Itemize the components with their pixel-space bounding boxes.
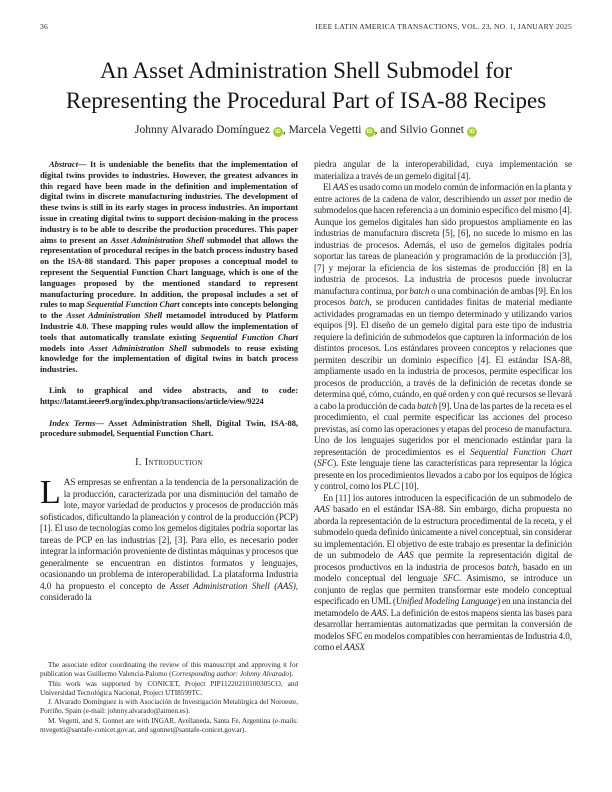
abstract-block <box>40 159 298 439</box>
index-terms-text: Asset Administration Shell, Digital Twin, ISA-88, procedure submodel, Sequential Function Chart. <box>40 417 298 439</box>
orcid-icon[interactable]: iD <box>365 127 375 137</box>
author-list <box>0 124 612 137</box>
footnote: M. Vegetti, and S. Gonnet are with INGAR, Avellaneda, Santa Fe, Argentina (e-mails: mvegetti@santafe-conicet.gov.ar, and sgonnet@santafe-conicet.gov.ar). <box>40 715 298 735</box>
author-separator: , <box>282 124 289 136</box>
body-paragraph: El AAS es usado como un modelo común de información en la planta y entre actores de la cadena de valor, describiendo un asset por medio de submodelos que hacen referencia a un dominio específico del mismo [4]. Aunque los gemelos digitales han sido propuestos ampliamente en las industrias de manufactura discreta [5], [6], no sucede lo mismo en las industrias de procesos. Además, el uso de gemelos digitales podría soportar las tareas de planeación y programación de la producción [3], [7] y mejorar la eficiencia de los sistemas de producción [8] en la industria de procesos. La industria de procesos puede involucrar manufactura continua, por batch o una combinación de ambas [9]. En los procesos batch, se producen cantidades finitas de material mediante actividades programadas en un tiempo determinado y utilizando varios equipos [9]. El diseño de un gemelo digital para este tipo de industria requiere la definición de submodelos que capturen la información de los distintos procesos. Los estándares proveen conceptos y relaciones que permiten describir un dominio específico [4]. El estándar ISA-88, ampliamente usado en la industria de procesos, permite especificar los procesos de producción, a través de la definición de recetas donde se determina qué, cómo, cuándo, en qué orden y con qué recursos se llevará a cabo la producción de cada batch [9]. Una de las partes de la receta es el procedimiento, el cual permite especificar las acciones del proceso previstas, así como las operaciones y etapas del proceso de manufactura. Uno de los lenguajes sugeridos por el mencionado estándar para la representación de procedimientos es el Sequential Function Chart (SFC). Este lenguaje tiene las características para representar la lógica presente en los procedimientos llevados a cabo por los equipos de lógica y control, como los PLC [10]. <box>314 182 573 491</box>
link-lead-text: Link to graphical and video abstracts, and to code: <box>49 385 298 396</box>
article-link[interactable]: https://latamt.ieeer9.org/index.php/transactions/article/view/9224 <box>40 396 264 407</box>
left-column <box>40 159 298 604</box>
author-name: Johnny Alvarado Domínguez <box>135 124 270 136</box>
author-name: Marcela Vegetti <box>288 124 362 136</box>
orcid-icon[interactable]: iD <box>273 127 283 137</box>
author-separator: , and <box>374 124 400 136</box>
running-header <box>40 22 572 31</box>
body-paragraph: En [11] los autores introducen la especificación de un submodelo de AAS basado en el estándar ISA-88. Sin embargo, dicha propuesta no aborda la representación de la estructura procedimental de la receta, y el submodelo queda definido únicamente a nivel conceptual, sin considerar su implementación. El objetivo de este trabajo es presentar la definición de un submodelo de AAS que permite la representación digital de procesos productivos en la industria de procesos batch, basado en un modelo conceptual del lenguaje SFC. Asimismo, se introduce un conjunto de reglas que permiten transformar este modelo conceptual especificado en UML (Unified Modeling Language) en una instancia del metamodelo de AAS. La definición de estos mapeos sienta las bases para desarrollar herramientas automatizadas que permitan la conversión de modelos SFC en modelos compatibles con herramientas de Industria 4.0, como el AASX <box>314 492 573 652</box>
abstract-label: Abstract— <box>49 159 87 169</box>
page-number: 36 <box>40 22 48 31</box>
index-terms-label: Index Terms— <box>49 417 104 428</box>
right-column <box>314 159 572 654</box>
body-paragraph: piedra angular de la interoperabilidad, cuya implementación se materializa a través de un gemelo digital [4]. <box>314 159 572 181</box>
link-paragraph <box>40 385 298 407</box>
journal-header: IEEE LATIN AMERICA TRANSACTIONS, VOL. 23, NO. 1, JANUARY 2025 <box>315 22 572 31</box>
index-terms-paragraph <box>40 418 298 440</box>
abstract-text: It is undeniable the benefits that the implementation of digital twins provides to industries. However, the greatest advances in this regard have been made in the definition and implementation of digital twins in discrete manufacturing industries. The development of these twins is still in its early stages in process industries. An important issue in creating digital twins to support decision-making in the process industry is to be able to describe the production procedures. This paper aims to present an Asset Administration Shell submodel that allows the representation of procedural recipes in the batch process industry based on the ISA-88 standard. This paper proposes a conceptual model to represent the Sequential Function Chart language, which is one of the languages proposed by the mentioned standard to represent manufacturing procedure. In addition, the proposal includes a set of rules to map Sequential Function Chart concepts into concepts belonging to the Asset Administration Shell metamodel introduced by Platform Industrie 4.0. These mapping rules would allow the implementation of tools that automatically translate existing Sequential Function Chart models into Asset Administration Shell submodels to reuse existing knowledge for the implementation of digital twins in batch process industries. <box>40 159 298 375</box>
section-heading-introduction: I. Introduction <box>135 457 203 469</box>
footnote: This work was supported by CONICET, Project PIP11220210100305CO, and Universidad Tecnológica Nacional, Project UTI8599TC. <box>40 678 298 697</box>
footnote: The associate editor coordinating the review of this manuscript and approving it for publication was Guillermo Valencia-Palomo (Corresponding author: Johnny Alvarado). <box>40 660 298 679</box>
introduction-paragraph <box>40 474 298 604</box>
orcid-icon[interactable]: iD <box>467 127 477 137</box>
first-page-footnotes <box>40 660 298 734</box>
abstract-paragraph <box>40 159 298 375</box>
footnote: J. Alvarado Domínguez is with Asociación de Investigación Metalúrgica del Noroeste, Porriño, Spain (e-mail: johnny.alvarado@aimen.es). <box>40 697 298 716</box>
author-name: Silvio Gonnet <box>399 124 464 136</box>
drop-cap: L <box>40 474 61 512</box>
paper-title: An Asset Administration Shell Submodel for Representing the Procedural Part of ISA-88 Recipes <box>65 58 547 113</box>
introduction-text: AS empresas se enfrentan a la tendencia de la personalización de la producción, caracterizada por una disminución del tamaño de lote, mayor variedad de productos y procesos de producción más sofisticados, dificultando la planeación y control de la producción (PCP) [1]. El uso de tecnologías como los gemelos digitales podría soportar las tareas de PCP en las industrias [2], [3]. Para ello, es necesario poder integrar la información proveniente de distintas máquinas y procesos que generalmente se encuentran en distintos formatos y lenguajes, ocasionando un problema de interoperabilidad. La plataforma Industria 4.0 ha propuesto el concepto de Asset Administration Shell (AAS), considerado la <box>40 477 298 603</box>
